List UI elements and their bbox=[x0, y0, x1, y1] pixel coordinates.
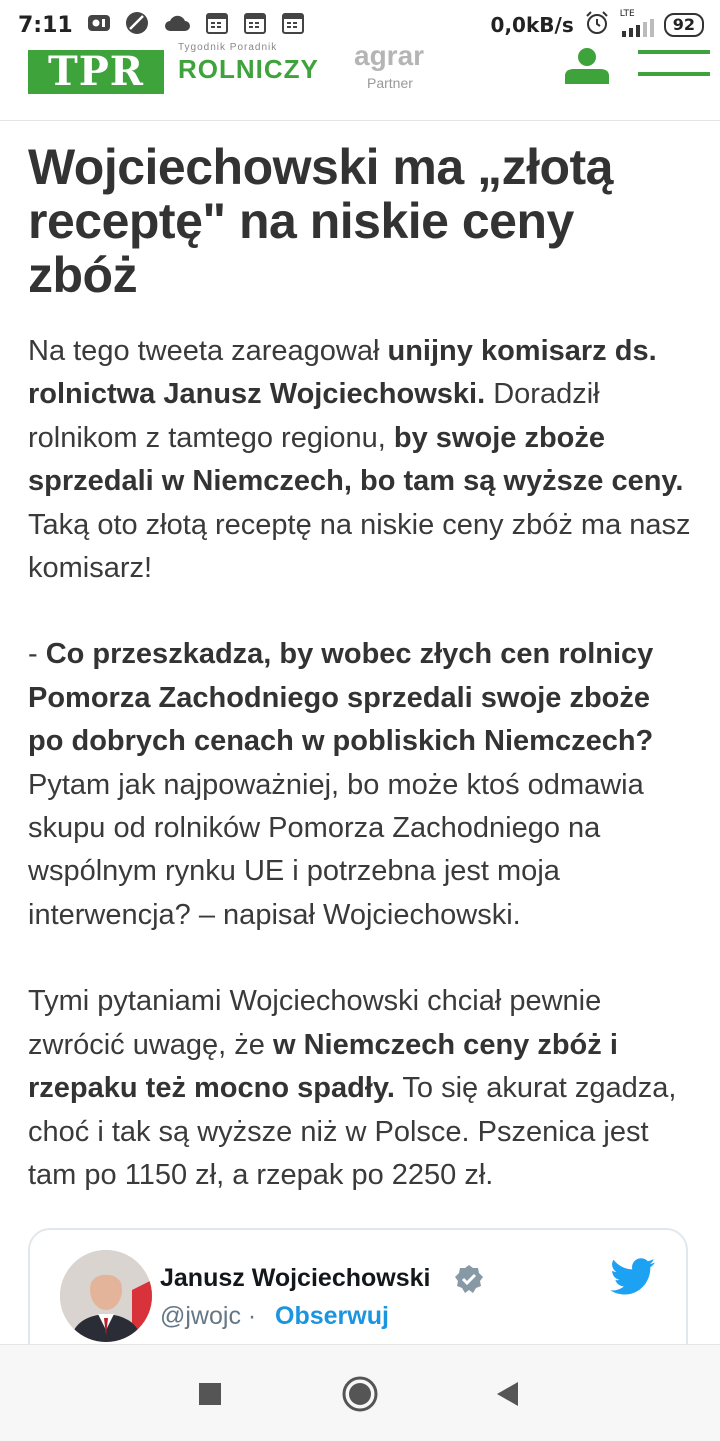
avatar[interactable] bbox=[60, 1250, 152, 1342]
back-triangle-icon bbox=[494, 1380, 520, 1408]
site-logo[interactable]: TPR bbox=[28, 50, 164, 94]
hamburger-menu-button[interactable] bbox=[638, 48, 710, 78]
home-circle-icon bbox=[341, 1375, 379, 1413]
article-paragraph: Tymi pytaniami Wojciechowski chciał pewnie zwrócić uwagę, że w Niemczech ceny zbóż i rzepaku też mocno spadły. To się akurat zgadza, choć i tak są wyższe niż w Polsce. Pszenica jest tam po 1150 zł, a rzepak po 2250 zł. bbox=[28, 985, 677, 1191]
home-button[interactable] bbox=[335, 1369, 385, 1419]
net-speed: 0,0kB/s bbox=[490, 13, 574, 37]
logo-title[interactable]: ROLNICZY bbox=[178, 54, 319, 84]
follow-button[interactable]: Obserwuj bbox=[275, 1302, 389, 1330]
signal-icon bbox=[620, 19, 654, 41]
menu-icon bbox=[638, 50, 710, 54]
partner-label: Partner bbox=[367, 75, 413, 91]
status-time: 7:11 bbox=[18, 12, 73, 38]
twitter-bird-icon[interactable] bbox=[610, 1258, 656, 1296]
radio-icon bbox=[87, 13, 111, 37]
partner-logo[interactable]: agrar bbox=[354, 40, 425, 71]
square-icon bbox=[198, 1382, 222, 1406]
cloud-icon bbox=[163, 13, 191, 37]
article-paragraph: Na tego tweeta zareagował unijny komisarz ds. rolnictwa Janusz Wojciechowski. Doradził rolnikom z tamtego regionu, by swoje zboże sprzedali w Niemczech, bo tam są wyższe ceny. Taką oto złotą receptę na niskie ceny zbóż ma nasz komisarz! bbox=[28, 335, 691, 585]
tweet-author-handle: @jwojc · bbox=[160, 1302, 257, 1330]
tweet-author-name[interactable]: Janusz Wojciechowski bbox=[160, 1264, 431, 1292]
calendar-icon bbox=[205, 11, 229, 39]
user-icon bbox=[562, 48, 612, 84]
article-paragraph: - Co przeszkadza, by wobec złych cen rolnicy Pomorza Zachodniego sprzedali swoje zboże po dobrych cenach w pobliskich Niemczech? Pytam jak najpoważniej, bo może ktoś odmawia skupu od rolników Pomorza Zachodniego na wspólnym rynku UE i potrzebna jest moja interwencja? – napisał Wojciechowski. bbox=[28, 638, 654, 931]
network-type: LTE bbox=[619, 8, 635, 19]
alarm-icon bbox=[584, 10, 610, 40]
article-body bbox=[28, 330, 692, 1240]
calendar-icon bbox=[243, 11, 267, 39]
logo-subtitle: Tygodnik Poradnik bbox=[178, 42, 278, 53]
navigation-bar bbox=[0, 1344, 720, 1441]
article-title: Wojciechowski ma „złotą receptę" na niskie ceny zbóż bbox=[28, 139, 613, 303]
blocked-icon bbox=[125, 11, 149, 39]
user-account-button[interactable] bbox=[562, 48, 612, 84]
back-button[interactable] bbox=[482, 1369, 532, 1419]
verified-badge-icon bbox=[454, 1264, 484, 1294]
recent-apps-button[interactable] bbox=[185, 1369, 235, 1419]
calendar-icon bbox=[281, 11, 305, 39]
battery-indicator: 92 bbox=[664, 13, 704, 37]
site-header bbox=[0, 40, 720, 121]
